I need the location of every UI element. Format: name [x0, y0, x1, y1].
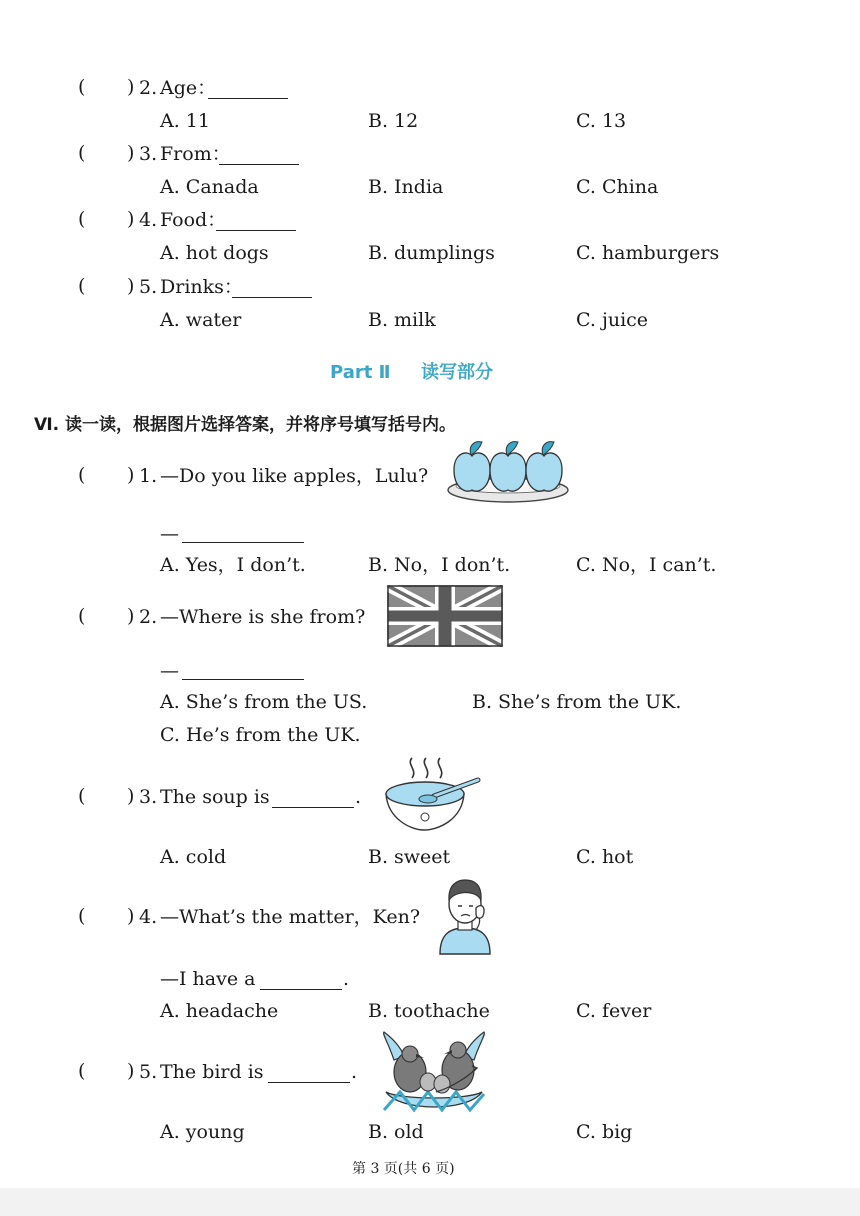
answer-paren-open: ( [78, 1060, 86, 1082]
answer-paren-close: ) [127, 785, 135, 807]
answer-blank[interactable] [216, 212, 296, 231]
option-a: A. headache [160, 1000, 279, 1022]
page-number: 第 3 页(共 6 页) [352, 1161, 455, 1177]
answer-dash: — [160, 523, 179, 545]
answer-paren-close: ) [127, 142, 135, 164]
option-a: A. Canada [160, 176, 259, 198]
answer-paren-open: ( [78, 275, 86, 297]
option-c: C. big [576, 1121, 633, 1143]
option-b: B. India [368, 176, 444, 198]
section-title: Ⅵ. 读一读，根据图片选择答案，并将序号填写括号内。 [34, 415, 457, 435]
answer-paren-open: ( [78, 142, 86, 164]
answer-period: . [343, 968, 350, 990]
question-period: . [355, 786, 362, 808]
question-number: 5. [139, 1061, 158, 1083]
option-a: A. Yes，I don’t. [160, 554, 306, 576]
answer-paren-close: ) [127, 208, 135, 230]
option-a: A. water [160, 309, 242, 331]
option-b: B. dumplings [368, 242, 495, 264]
option-b: B. toothache [368, 1000, 490, 1022]
option-c: C. He’s from the UK. [160, 724, 361, 746]
question-text: —Where is she from? [160, 606, 366, 628]
answer-paren-open: ( [78, 208, 86, 230]
question-period: . [351, 1061, 358, 1083]
answer-blank[interactable] [260, 971, 342, 990]
question-label: Age： [160, 77, 217, 99]
answer-paren-close: ) [127, 905, 135, 927]
option-b: B. old [368, 1121, 424, 1143]
option-b: B. No，I don’t. [368, 554, 511, 576]
part-number: Part Ⅱ [330, 362, 391, 383]
question-number: 2. [139, 77, 158, 99]
answer-blank[interactable] [219, 146, 299, 165]
option-b: B. 12 [368, 110, 419, 132]
answer-paren-open: ( [78, 464, 86, 486]
answer-paren-close: ) [127, 76, 135, 98]
question-text: —What’s the matter，Ken? [160, 906, 421, 928]
option-a: A. young [160, 1121, 245, 1143]
answer-blank[interactable] [208, 80, 288, 99]
answer-blank[interactable] [232, 279, 312, 298]
question-text: —Do you like apples，Lulu? [160, 465, 429, 487]
option-c: C. China [576, 176, 659, 198]
question-number: 4. [139, 209, 158, 231]
question-label: Drinks： [160, 276, 243, 298]
answer-text: —I have a [160, 968, 256, 990]
answer-blank[interactable] [268, 1064, 350, 1083]
answer-blank[interactable] [182, 524, 304, 543]
answer-dash: — [160, 660, 179, 682]
answer-paren-open: ( [78, 76, 86, 98]
option-c: C. juice [576, 309, 649, 331]
question-number: 4. [139, 906, 158, 928]
question-number: 1. [139, 465, 158, 487]
answer-paren-close: ) [127, 1060, 135, 1082]
apples-on-plate-icon [444, 438, 572, 510]
part-name: 读写部分 [421, 362, 494, 383]
question-number: 5. [139, 276, 158, 298]
answer-paren-close: ) [127, 464, 135, 486]
option-c: C. 13 [576, 110, 627, 132]
option-a: A. cold [160, 846, 227, 868]
question-label: From： [160, 143, 231, 165]
question-number: 2. [139, 606, 158, 628]
option-c: C. No，I can’t. [576, 554, 717, 576]
answer-paren-close: ) [127, 605, 135, 627]
answer-paren-open: ( [78, 605, 86, 627]
answer-paren-close: ) [127, 275, 135, 297]
answer-paren-open: ( [78, 785, 86, 807]
option-a: A. 11 [160, 110, 210, 132]
question-number: 3. [139, 143, 158, 165]
option-a: A. hot dogs [160, 242, 269, 264]
answer-blank[interactable] [272, 789, 354, 808]
hot-soup-bowl-icon [382, 754, 490, 834]
answer-paren-open: ( [78, 905, 86, 927]
option-b: B. She’s from the UK. [472, 691, 682, 713]
answer-blank[interactable] [182, 661, 304, 680]
option-c: C. fever [576, 1000, 652, 1022]
question-number: 3. [139, 786, 158, 808]
question-text: The soup is [160, 786, 270, 808]
question-label: Food： [160, 209, 227, 231]
option-c: C. hot [576, 846, 634, 868]
page-bottom-strip [0, 1188, 860, 1216]
option-b: B. sweet [368, 846, 451, 868]
part-heading [330, 358, 493, 384]
birds-nest-icon [380, 1030, 488, 1112]
boy-toothache-icon [436, 874, 494, 956]
option-a: A. She’s from the US. [160, 691, 368, 713]
uk-flag-icon [387, 585, 503, 647]
question-text: The bird is [160, 1061, 264, 1083]
option-c: C. hamburgers [576, 242, 720, 264]
option-b: B. milk [368, 309, 436, 331]
